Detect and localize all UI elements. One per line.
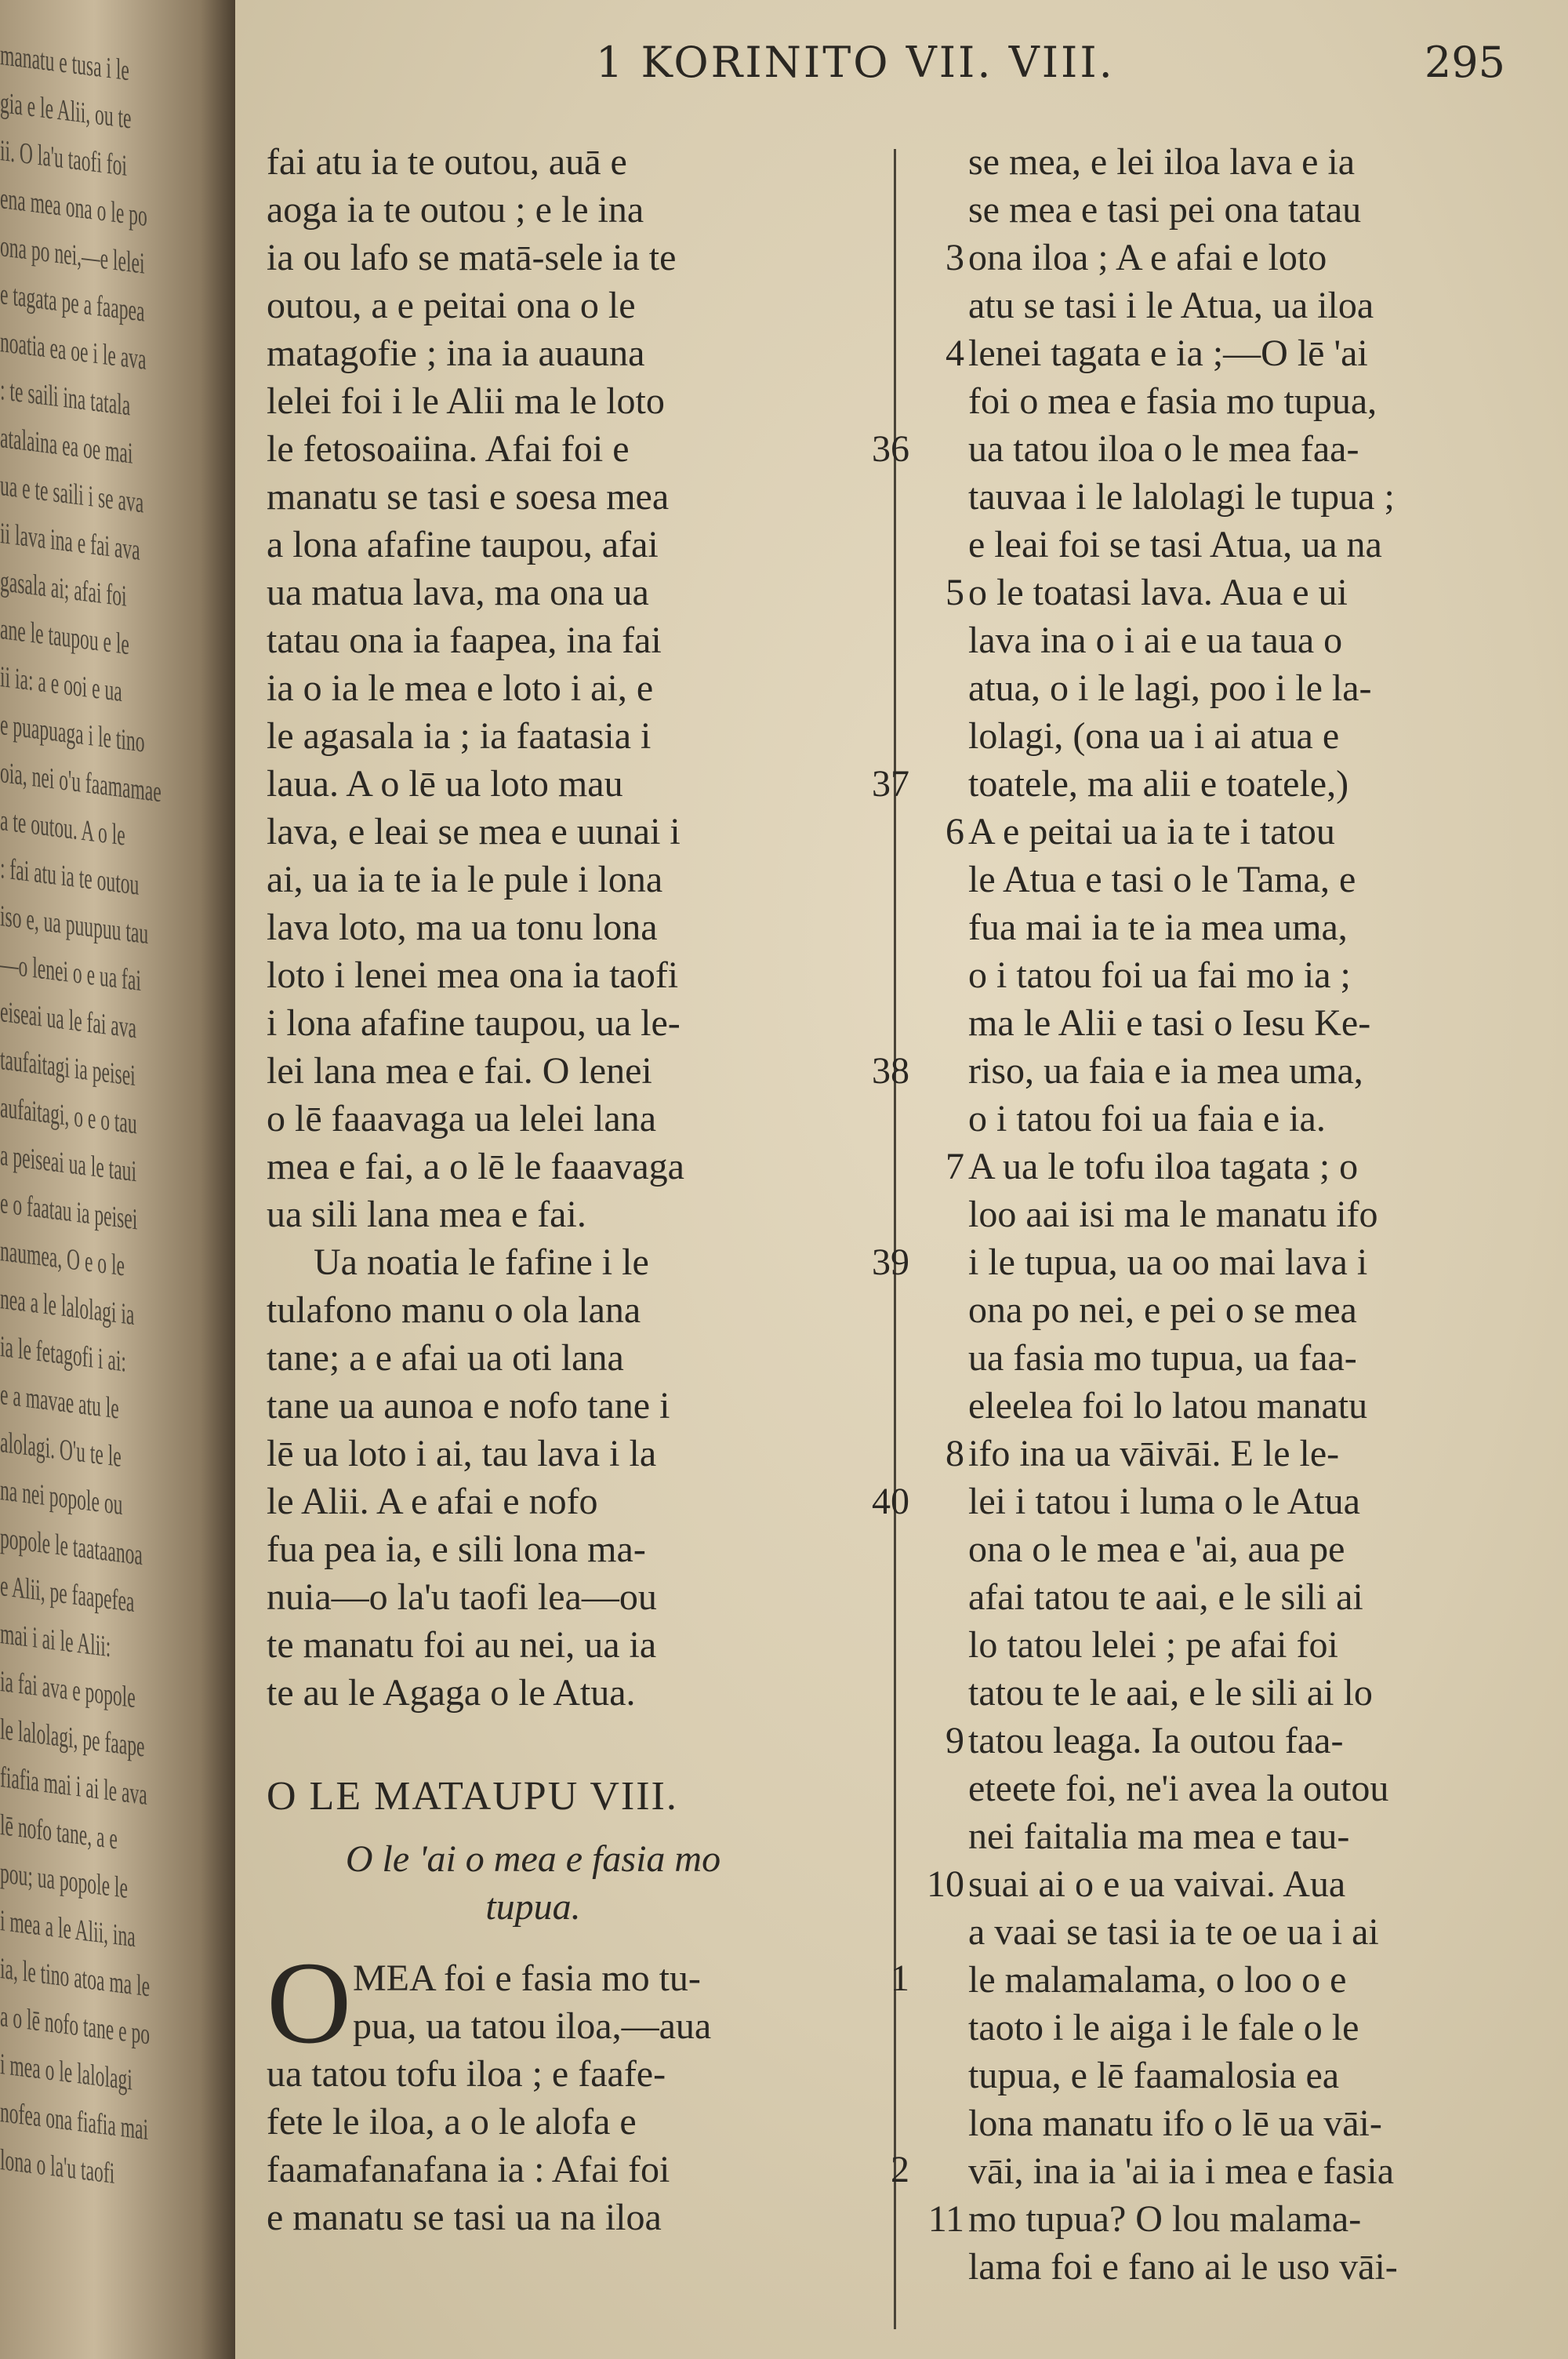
text-line bbox=[917, 616, 1552, 664]
text-line bbox=[267, 903, 909, 951]
line-text: lona manatu ifo o lē ua vāi- bbox=[968, 2103, 1382, 2144]
verse-number: 38 bbox=[872, 1050, 909, 1092]
line-text: lava, e leai se mea e uunai i bbox=[267, 811, 681, 852]
text-line bbox=[267, 712, 909, 760]
line-text: i le tupua, ua oo mai lava i bbox=[968, 1241, 1368, 1283]
right-column bbox=[917, 138, 1552, 2291]
line-text: atu se tasi i le Atua, ua iloa bbox=[968, 285, 1374, 326]
text-line bbox=[267, 1621, 909, 1669]
line-text: lei i tatou i luma o le Atua bbox=[968, 1481, 1360, 1522]
bleed-line: iso e, ua puupuu tau bbox=[0, 900, 149, 951]
bleed-line: gasala ai; afai foi bbox=[0, 565, 127, 613]
bleed-line: i mea a le Alii, ina bbox=[0, 1904, 136, 1954]
bleed-line: e puapuaga i le tino bbox=[0, 708, 145, 759]
bleed-line: taufaitagi ia peisei bbox=[0, 1043, 136, 1093]
text-line bbox=[917, 1382, 1552, 1430]
verse-number: 6 bbox=[946, 811, 964, 852]
text-line bbox=[917, 1525, 1552, 1573]
text-line bbox=[267, 1047, 909, 1095]
text-line bbox=[917, 760, 1552, 808]
bleed-line: gia e le Alii, ou te bbox=[0, 86, 132, 136]
line-text: atua, o i le lagi, poo i le la- bbox=[968, 667, 1372, 709]
text-line bbox=[267, 1190, 909, 1238]
verse-number: 11 bbox=[927, 2198, 964, 2240]
text-line bbox=[267, 951, 909, 999]
line-text: le fetosoaiina. Afai foi e bbox=[267, 428, 630, 470]
line-text: tane; a e afai ua oti lana bbox=[267, 1337, 624, 1379]
line-text: o lē faaavaga ua lelei lana bbox=[267, 1098, 657, 1140]
bleed-line: nofea ona fiafia mai bbox=[0, 2095, 149, 2147]
line-text: le Alii. A e afai e nofo bbox=[267, 1481, 598, 1522]
line-text: A e peitai ua ia te i tatou bbox=[968, 811, 1335, 852]
text-line bbox=[917, 1765, 1552, 1812]
text-line bbox=[267, 1525, 909, 1573]
line-text: ua sili lana mea e fai. bbox=[267, 1194, 586, 1235]
text-line bbox=[917, 425, 1552, 473]
text-line bbox=[267, 1286, 909, 1334]
text-line bbox=[267, 1382, 909, 1430]
text-line bbox=[267, 569, 909, 616]
bleed-line: alolagi. O'u te le bbox=[0, 1426, 122, 1474]
bleed-line: —o lenei o e ua fai bbox=[0, 947, 141, 998]
text-line bbox=[917, 1334, 1552, 1382]
line-text: te manatu foi au nei, ua ia bbox=[267, 1624, 657, 1666]
line-text: le malamalama, o loo o e bbox=[968, 1959, 1347, 2001]
verse-number: 9 bbox=[946, 1720, 964, 1761]
line-text: lava ina o i ai e ua taua o bbox=[968, 620, 1343, 661]
line-text: se mea, e lei iloa lava e ia bbox=[968, 141, 1356, 183]
line-text: ifo ina ua vāivāi. E le le- bbox=[968, 1433, 1340, 1474]
text-line bbox=[917, 1956, 1552, 2004]
line-text: ona po nei, e pei o se mea bbox=[968, 1289, 1357, 1331]
text-line bbox=[267, 138, 909, 186]
line-text: MEA foi e fasia mo tu- bbox=[353, 1957, 701, 1999]
text-line bbox=[267, 377, 909, 425]
line-text: tatou leaga. Ia outou faa- bbox=[968, 1720, 1344, 1761]
verse-number: 1 bbox=[891, 1957, 909, 1999]
line-text: fete le iloa, a o le alofa e bbox=[267, 2101, 637, 2143]
text-line bbox=[917, 329, 1552, 377]
line-text: te au le Agaga o le Atua. bbox=[267, 1672, 636, 1714]
bleed-line: ia le fetagofi i ai: bbox=[0, 1330, 126, 1379]
line-text: a vaai se tasi ia te oe ua i ai bbox=[968, 1911, 1379, 1953]
text-line bbox=[917, 712, 1552, 760]
book-page bbox=[235, 0, 1568, 2359]
text-line bbox=[267, 1095, 909, 1143]
text-line bbox=[267, 1573, 909, 1621]
line-text: lē ua loto i ai, tau lava i la bbox=[267, 1433, 657, 1474]
line-text: ona o le mea e 'ai, aua pe bbox=[968, 1528, 1345, 1570]
bleed-line: e tagata pe a faapea bbox=[0, 278, 145, 329]
text-line bbox=[267, 329, 909, 377]
line-text: foi o mea e fasia mo tupua, bbox=[968, 380, 1377, 422]
line-text: se mea e tasi pei ona tatau bbox=[968, 189, 1362, 231]
line-text: riso, ua faia e ia mea uma, bbox=[968, 1050, 1363, 1092]
bleed-line: ona po nei,—e lelei bbox=[0, 230, 145, 281]
line-text: vāi, ina ia 'ai ia i mea e fasia bbox=[968, 2150, 1395, 2192]
line-text: ua fasia mo tupua, ua faa- bbox=[968, 1337, 1357, 1379]
line-text: tulafono manu o ola lana bbox=[267, 1289, 641, 1331]
text-line bbox=[267, 2194, 909, 2241]
text-line bbox=[917, 1238, 1552, 1286]
text-line bbox=[917, 1478, 1552, 1525]
text-line bbox=[267, 856, 909, 903]
text-line bbox=[267, 1334, 909, 1382]
text-line bbox=[917, 1669, 1552, 1717]
left-column bbox=[267, 138, 909, 2241]
text-line bbox=[917, 1573, 1552, 1621]
text-line bbox=[267, 664, 909, 712]
text-line bbox=[917, 1908, 1552, 1956]
line-text: e manatu se tasi ua na iloa bbox=[267, 2197, 662, 2238]
text-line bbox=[917, 856, 1552, 903]
text-line bbox=[917, 664, 1552, 712]
summary-line: tupua. bbox=[485, 1886, 581, 1928]
text-line bbox=[917, 808, 1552, 856]
text-line bbox=[917, 2147, 1552, 2195]
text-line bbox=[917, 2004, 1552, 2052]
text-line bbox=[267, 425, 909, 473]
text-line bbox=[917, 282, 1552, 329]
line-text: afai tatou te aai, e le sili ai bbox=[968, 1576, 1363, 1618]
line-text: tatou te le aai, e le sili ai lo bbox=[968, 1672, 1373, 1714]
bleed-line: popole le taataanoa bbox=[0, 1521, 143, 1572]
bleed-line: eiseai ua le fai ava bbox=[0, 995, 136, 1045]
line-text: ua tatou tofu iloa ; e faafe- bbox=[267, 2053, 666, 2095]
bleed-line: fiafia mai i ai le ava bbox=[0, 1761, 147, 1812]
text-line bbox=[267, 1143, 909, 1190]
text-line bbox=[917, 1621, 1552, 1669]
line-text: a lona afafine taupou, afai bbox=[267, 524, 659, 565]
text-line bbox=[267, 1954, 909, 2002]
bleed-line: ii. O la'u taofi foi bbox=[0, 134, 127, 183]
text-line bbox=[267, 2002, 909, 2050]
bleed-line: ii lava ina e fai ava bbox=[0, 517, 140, 567]
running-head bbox=[235, 38, 1568, 93]
text-line bbox=[917, 1286, 1552, 1334]
chapter-heading-text: O LE MATAUPU VIII. bbox=[267, 1774, 678, 1819]
line-text: laua. A o lē ua loto mau bbox=[267, 763, 623, 805]
text-line bbox=[917, 903, 1552, 951]
text-line bbox=[917, 1812, 1552, 1860]
bleed-line: : te saili ina tatala bbox=[0, 373, 131, 423]
text-line bbox=[267, 760, 909, 808]
page-number: 295 bbox=[1424, 38, 1505, 87]
bleed-line: mai i ai le Alii: bbox=[0, 1617, 111, 1664]
text-line bbox=[917, 2243, 1552, 2291]
bleed-line: naumea, O e o le bbox=[0, 1234, 125, 1283]
line-text: lelei foi i le Alii ma le loto bbox=[267, 380, 665, 422]
bleed-line: le lalolagi, pe faape bbox=[0, 1713, 145, 1764]
verse-number: 5 bbox=[946, 572, 964, 613]
line-text: ua tatou iloa o le mea faa- bbox=[968, 428, 1359, 470]
bleed-line: ane le taupou e le bbox=[0, 612, 129, 662]
line-text: le Atua e tasi o le Tama, e bbox=[968, 859, 1356, 900]
text-line bbox=[917, 521, 1552, 569]
line-text: fai atu ia te outou, auā e bbox=[267, 141, 627, 183]
bleed-line: nea a le lalolagi ia bbox=[0, 1282, 135, 1332]
bleed-line: pou; ua popole le bbox=[0, 1856, 128, 1906]
text-line bbox=[267, 186, 909, 234]
line-text: lei lana mea e fai. O lenei bbox=[267, 1050, 652, 1092]
text-line bbox=[917, 999, 1552, 1047]
line-text: tane ua aunoa e nofo tane i bbox=[267, 1385, 670, 1427]
text-line bbox=[917, 234, 1552, 282]
verse-number: 2 bbox=[891, 2149, 909, 2190]
line-text: o i tatou foi ua fai mo ia ; bbox=[968, 954, 1351, 996]
text-line bbox=[267, 282, 909, 329]
line-text: tatau ona ia faapea, ina fai bbox=[267, 620, 662, 661]
text-line bbox=[917, 1860, 1552, 1908]
text-line bbox=[267, 1430, 909, 1478]
bleed-line: atalaina ea oe mai bbox=[0, 421, 133, 471]
line-text: ai, ua ia te ia le pule i lona bbox=[267, 859, 663, 900]
text-line bbox=[267, 616, 909, 664]
text-line bbox=[917, 2195, 1552, 2243]
line-text: ua matua lava, ma ona ua bbox=[267, 572, 649, 613]
line-text: Ua noatia le fafine i le bbox=[314, 1241, 649, 1283]
bleed-line: ena mea ona o le po bbox=[0, 182, 147, 234]
line-text: toatele, ma alii e toatele,) bbox=[968, 763, 1349, 805]
line-text: tupua, e lē faamalosia ea bbox=[968, 2055, 1340, 2096]
text-line bbox=[917, 1190, 1552, 1238]
text-line bbox=[267, 473, 909, 521]
line-text: outou, a e peitai ona o le bbox=[267, 285, 636, 326]
bleed-line: lona o la'u taofi bbox=[0, 2143, 115, 2190]
line-text: manatu se tasi e soesa mea bbox=[267, 476, 670, 518]
text-line bbox=[917, 2052, 1552, 2099]
verse-number: 3 bbox=[946, 237, 964, 278]
line-text: suai ai o e ua vaivai. Aua bbox=[968, 1863, 1346, 1905]
text-line bbox=[267, 1238, 909, 1286]
line-text: mea e fai, a o lē le faaavaga bbox=[267, 1146, 684, 1187]
chapter-heading bbox=[267, 1765, 909, 1835]
line-text: mo tupua? O lou malama- bbox=[968, 2198, 1362, 2240]
text-line bbox=[917, 186, 1552, 234]
text-line bbox=[267, 234, 909, 282]
line-text: A ua le tofu iloa tagata ; o bbox=[968, 1146, 1359, 1187]
text-line bbox=[917, 377, 1552, 425]
line-text: fua pea ia, e sili lona ma- bbox=[267, 1528, 646, 1570]
facing-page-bleed-text bbox=[0, 31, 162, 2201]
verse-number: 4 bbox=[946, 333, 964, 374]
line-text: ia o ia le mea e loto i ai, e bbox=[267, 667, 654, 709]
line-text: e leai foi se tasi Atua, ua na bbox=[968, 524, 1382, 565]
line-text: loto i lenei mea ona ia taofi bbox=[267, 954, 679, 996]
text-line bbox=[267, 808, 909, 856]
bleed-line: a peiseai ua le taui bbox=[0, 1139, 136, 1189]
text-line bbox=[917, 2099, 1552, 2147]
line-text: taoto i le aiga i le fale o le bbox=[968, 2007, 1359, 2048]
chapter-opening bbox=[267, 1938, 909, 2241]
line-text: lama foi e fano ai le uso vāi- bbox=[968, 2246, 1398, 2288]
bleed-line: ua e te saili i se ava bbox=[0, 469, 144, 520]
text-line bbox=[267, 999, 909, 1047]
text-line bbox=[267, 521, 909, 569]
line-text: o i tatou foi ua faia e ia. bbox=[968, 1098, 1326, 1140]
line-text: loo aai isi ma le manatu ifo bbox=[968, 1194, 1378, 1235]
line-text: nei faitalia ma mea e tau- bbox=[968, 1816, 1350, 1857]
text-line bbox=[917, 1430, 1552, 1478]
bleed-line: e a mavae atu le bbox=[0, 1378, 119, 1426]
text-line bbox=[917, 1143, 1552, 1190]
line-text: aoga ia te outou ; e le ina bbox=[267, 189, 644, 231]
bleed-line: na nei popole ou bbox=[0, 1474, 123, 1522]
text-line bbox=[267, 2098, 909, 2146]
line-text: le agasala ia ; ia faatasia i bbox=[267, 715, 652, 757]
bleed-line: ii ia: a e ooi e ua bbox=[0, 660, 122, 709]
line-text: eteete foi, ne'i avea la outou bbox=[968, 1768, 1389, 1809]
line-text: tauvaa i le lalolagi le tupua ; bbox=[968, 476, 1395, 518]
line-text: o le toatasi lava. Aua e ui bbox=[968, 572, 1348, 613]
bleed-line: manatu e tusa i le bbox=[0, 38, 129, 88]
text-line bbox=[267, 2146, 909, 2194]
line-text: faamafanafana ia : Afai foi bbox=[267, 2149, 670, 2190]
bleed-line: noatia ea oe i le ava bbox=[0, 325, 147, 376]
summary-line: O le 'ai o mea e fasia mo bbox=[345, 1838, 721, 1880]
facing-page-gutter bbox=[0, 0, 235, 2359]
verse-number: 37 bbox=[872, 763, 909, 805]
bleed-line: aufaitagi, o e o tau bbox=[0, 1091, 137, 1141]
bleed-line: i mea o le lalolagi bbox=[0, 2048, 132, 2097]
verse-number: 40 bbox=[872, 1481, 909, 1522]
line-text: ona iloa ; A e afai e loto bbox=[968, 237, 1327, 278]
bleed-line: ia fai ava e popole bbox=[0, 1665, 136, 1715]
verse-number: 8 bbox=[946, 1433, 964, 1474]
text-line bbox=[267, 1478, 909, 1525]
running-head-title: 1 KORINITO VII. VIII. bbox=[596, 38, 1115, 87]
chapter-summary bbox=[267, 1835, 800, 1931]
line-text: ia ou lafo se matā-sele ia te bbox=[267, 237, 677, 278]
line-text: nuia—o la'u taofi lea—ou bbox=[267, 1576, 657, 1618]
bleed-line: e o faatau ia peisei bbox=[0, 1187, 138, 1237]
text-line bbox=[917, 473, 1552, 521]
line-text: fua mai ia te ia mea uma, bbox=[968, 907, 1348, 948]
bleed-line: lē nofo tane, a e bbox=[0, 1808, 118, 1856]
line-text: lenei tagata e ia ;—O lē 'ai bbox=[968, 333, 1368, 374]
line-text: eleelea foi lo latou manatu bbox=[968, 1385, 1368, 1427]
text-line bbox=[267, 2050, 909, 2098]
verse-number: 10 bbox=[927, 1863, 964, 1905]
text-line bbox=[917, 138, 1552, 186]
text-line bbox=[917, 1095, 1552, 1143]
bleed-line: oia, nei o'u faamamae bbox=[0, 756, 162, 809]
text-line bbox=[917, 1717, 1552, 1765]
text-line bbox=[917, 1047, 1552, 1095]
line-text: lo tatou lelei ; pe afai foi bbox=[968, 1624, 1338, 1666]
bleed-line: e Alii, pe faapefea bbox=[0, 1569, 135, 1619]
text-line bbox=[267, 1669, 909, 1717]
line-text: lava loto, ma ua tonu lona bbox=[267, 907, 658, 948]
bleed-line: a o lē nofo tane e po bbox=[0, 2000, 151, 2052]
verse-number: 36 bbox=[872, 428, 909, 470]
verse-number: 7 bbox=[946, 1146, 964, 1187]
line-text: ma le Alii e tasi o Iesu Ke- bbox=[968, 1002, 1371, 1044]
line-text: i lona afafine taupou, ua le- bbox=[267, 1002, 681, 1044]
bleed-line: a te outou. A o le bbox=[0, 804, 125, 852]
drop-cap: O bbox=[267, 1938, 352, 2068]
bleed-line: ia, le tino atoa ma le bbox=[0, 1952, 151, 2004]
line-text: lolagi, (ona ua i ai atua e bbox=[968, 715, 1340, 757]
bleed-line: : fai atu ia te outou bbox=[0, 852, 140, 902]
line-text: pua, ua tatou iloa,—aua bbox=[353, 2005, 712, 2047]
text-line bbox=[917, 951, 1552, 999]
line-text: matagofie ; ina ia auauna bbox=[267, 333, 645, 374]
verse-number: 39 bbox=[872, 1241, 909, 1283]
text-line bbox=[917, 569, 1552, 616]
